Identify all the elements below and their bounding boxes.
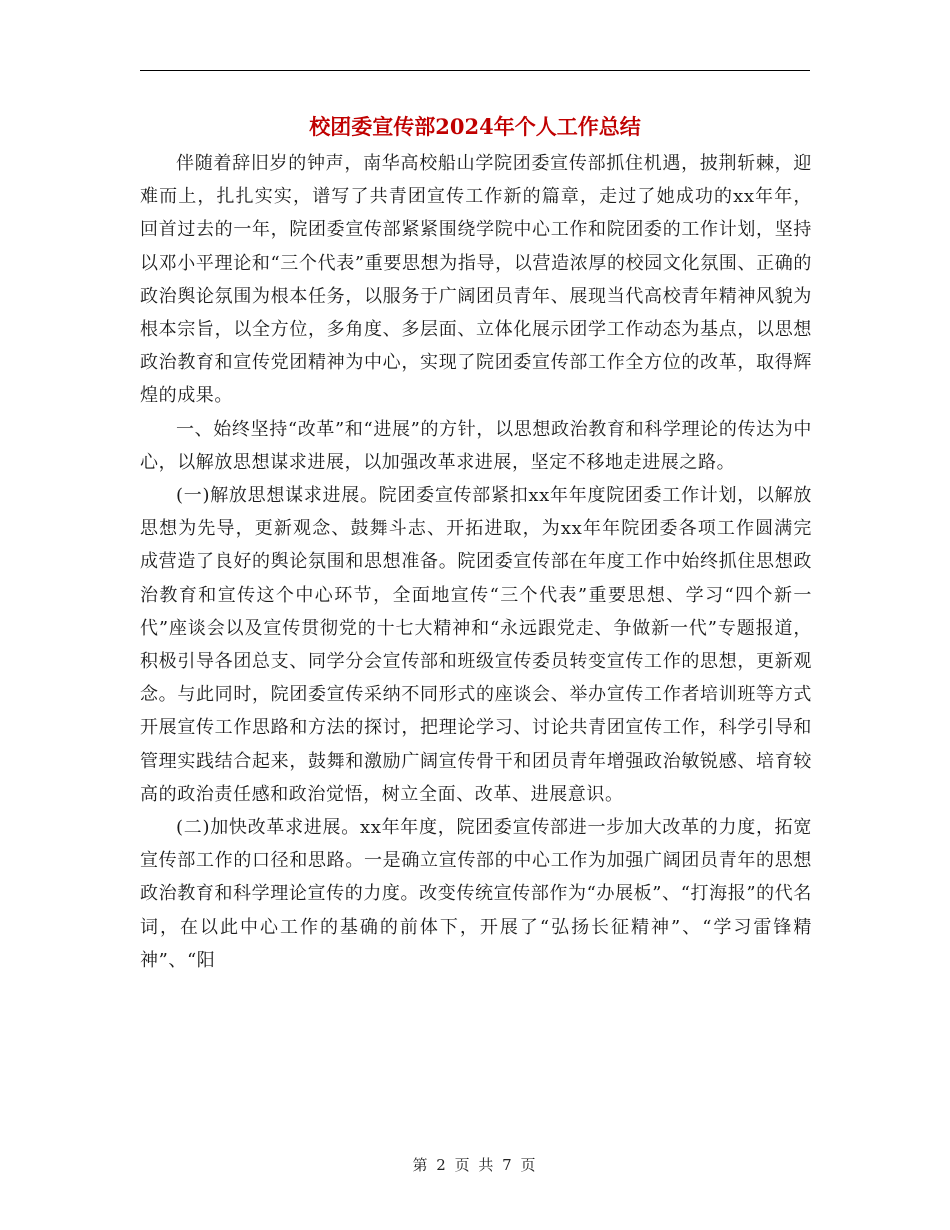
header-rule: [140, 70, 810, 71]
paragraph-subsection-2: (二)加快改革求进展。xx年年度，院团委宣传部进一步加大改革的力度，拓宽宣传部工作的口径和思路。一是确立宣传部的中心工作为加强广阔团员青年的思想政治教育和科学理论宣传的力度。改变传统宣传部作为“办展板”、“打海报”的代名词，在以此中心工作的基确的前体下，开展了“弘扬长征精神”、“学习雷锋精神”、“阳: [140, 817, 812, 971]
document-title: 校团委宣传部2024年个人工作总结: [309, 114, 641, 139]
paragraph-section-1: 一、始终坚持“改革”和“进展”的方针，以思想政治教育和科学理论的传达为中心，以解放思想谋求进展，以加强改革求进展，坚定不移地走进展之路。: [140, 418, 812, 473]
page-number: 第 2 页 共 7 页: [412, 1156, 538, 1174]
document-body: [140, 147, 812, 977]
paragraph-intro: 伴随着辞旧岁的钟声，南华高校船山学院团委宣传部抓住机遇，披荆斩棘，迎难而上，扎扎实实，谱写了共青团宣传工作新的篇章，走过了她成功的xx年年，回首过去的一年，院团委宣传部紧紧围绕学院中心工作和院团委的工作计划，坚持以邓小平理论和“三个代表”重要思想为指导，以营造浓厚的校园文化氛围、正确的政治舆论氛围为根本任务，以服务于广阔团员青年、展现当代高校青年精神风貌为根本宗旨，以全方位，多角度、多层面、立体化展示团学工作动态为基点，以思想政治教育和宣传党团精神为中心，实现了院团委宣传部工作全方位的改革，取得辉煌的成果。: [140, 153, 812, 407]
paragraph-subsection-1: (一)解放思想谋求进展。院团委宣传部紧扣xx年年度院团委工作计划，以解放思想为先导，更新观念、鼓舞斗志、开拓进取，为xx年年院团委各项工作圆满完成营造了良好的舆论氛围和思想准备。院团委宣传部在年度工作中始终抓住思想政治教育和宣传这个中心环节，全面地宣传“三个代表”重要思想、学习“四个新一代”座谈会以及宣传贯彻党的十七大精神和“永远跟党走、争做新一代”专题报道，积极引导各团总支、同学分会宣传部和班级宣传委员转变宣传工作的思想，更新观念。与此同时，院团委宣传采纳不同形式的座谈会、举办宣传工作者培训班等方式开展宣传工作思路和方法的探讨，把理论学习、讨论共青团宣传工作，科学引导和管理实践结合起来，鼓舞和激励广阔宣传骨干和团员青年增强政治敏锐感、培育较高的政治责任感和政治觉悟，树立全面、改革、进展意识。: [140, 485, 812, 805]
